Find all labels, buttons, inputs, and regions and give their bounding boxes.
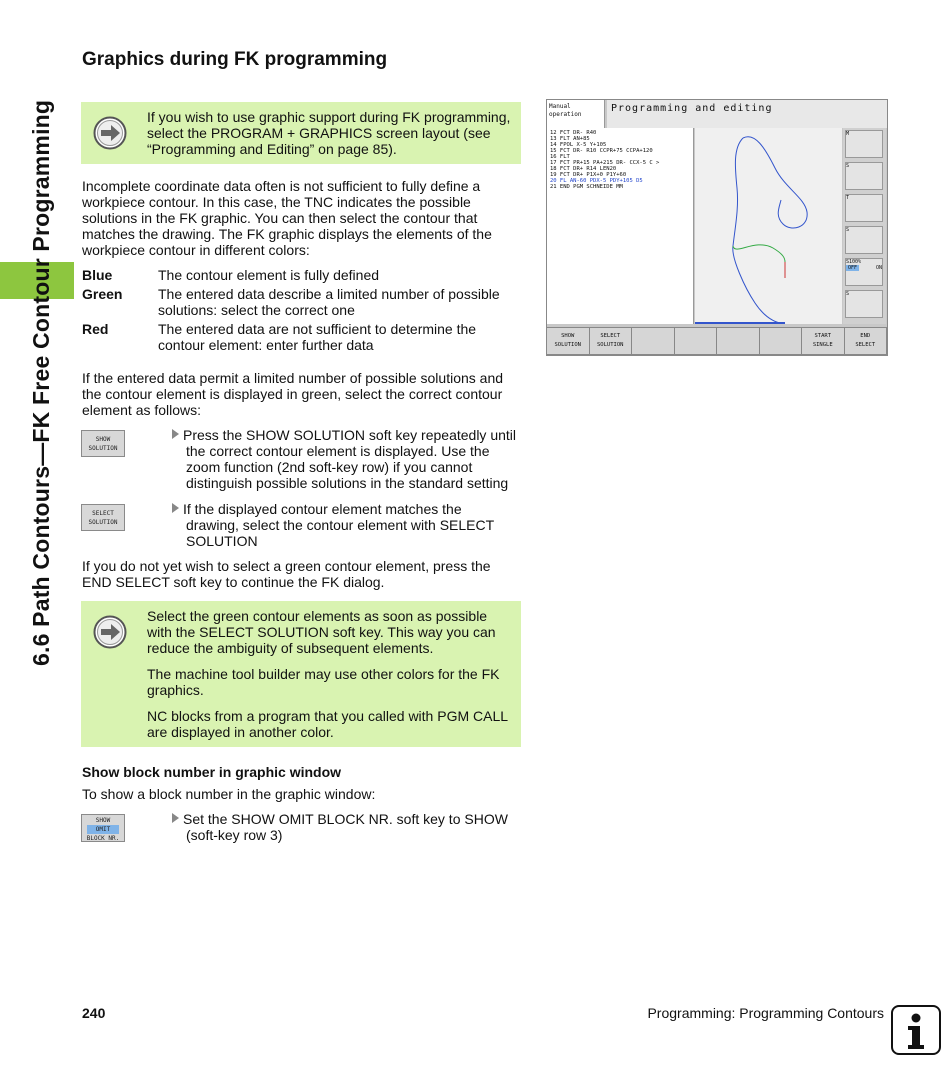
note-box-green-elements xyxy=(81,601,521,747)
color-term-red: Red xyxy=(82,321,109,337)
program-line: 21 END PGM SCHNEIDE MM xyxy=(550,184,623,190)
softkey-label: START xyxy=(814,333,832,339)
step-text-first: If the displayed contour element matches the xyxy=(183,501,462,517)
step-text-rest: the correct contour element is displayed. Use the zoom function (2nd soft-key row) if you cannot distinguish possible solutions in the standard setting xyxy=(186,443,509,491)
program-line: 12 FCT DR- R40 xyxy=(550,130,597,136)
side-key-label: S xyxy=(846,163,850,169)
side-key-label: S xyxy=(846,291,850,297)
arrow-right-circle-icon xyxy=(93,116,127,150)
program-line: 14 FPOL X-5 Y+105 xyxy=(550,142,607,148)
show-solution-softkey[interactable] xyxy=(81,430,125,457)
select-solution-softkey[interactable] xyxy=(81,504,125,531)
spindle-minus-key[interactable] xyxy=(845,290,883,318)
side-key-label: S xyxy=(846,227,850,233)
step-text-first: Set the SHOW OMIT BLOCK NR. soft key to SHOW xyxy=(183,811,508,827)
chapter-side-title: 6.6 Path Contours—FK Free Contour Programming xyxy=(28,99,54,666)
note-text-1: Select the green contour elements as soon as possible with the SELECT SOLUTION soft key. This way you can reduce the ambiguity of subsequent elements. xyxy=(147,608,496,656)
softkey-label: SELECT xyxy=(92,510,114,517)
side-key-label: T xyxy=(846,195,850,201)
solutions-paragraph: If the entered data permit a limited number of possible solutions and the contour element is displayed in green, select the correct contour element as follows: xyxy=(82,370,504,418)
color-term-green: Green xyxy=(82,286,123,302)
show-omit-block-nr-softkey[interactable] xyxy=(81,814,125,842)
toggle-on-label: ON xyxy=(875,265,882,271)
tnc-screenshot xyxy=(546,99,888,356)
softkey-label: SOLUTION xyxy=(88,445,118,452)
arrow-right-circle-icon xyxy=(93,615,127,649)
operating-mode-label xyxy=(547,100,605,128)
softkey-label: SELECT xyxy=(855,342,876,348)
program-line: 13 FLT AN+85 xyxy=(550,136,590,142)
section-subheading: Show block number in graphic window xyxy=(82,764,342,780)
machine-function-key[interactable] xyxy=(845,130,883,158)
step-text-rest: drawing, select the contour element with SELECT SOLUTION xyxy=(186,517,494,549)
softkey-label: SHOW xyxy=(561,333,575,339)
page-number: 240 xyxy=(82,1005,106,1021)
softkey-label: SOLUTION xyxy=(88,519,118,526)
bullet-triangle-icon xyxy=(172,813,179,823)
end-select-paragraph: If you do not yet wish to select a green contour element, press the END SELECT soft key to continue the FK dialog. xyxy=(82,558,491,590)
side-key-label: S100% xyxy=(846,259,862,265)
softkey-label: SINGLE xyxy=(812,342,833,348)
softkey-select-solution[interactable] xyxy=(589,327,633,355)
softkey-start-single[interactable] xyxy=(801,327,845,355)
softkey-label: SHOW xyxy=(95,817,111,824)
softkey-label: SOLUTION xyxy=(554,342,581,348)
page-heading: Graphics during FK programming xyxy=(82,49,388,70)
step-show-block-nr xyxy=(172,811,524,843)
bullet-triangle-icon xyxy=(172,429,179,439)
color-desc-blue: The contour element is fully defined xyxy=(158,267,380,283)
program-line: 16 FLT xyxy=(550,154,570,160)
spindle-override-key[interactable] xyxy=(845,258,883,286)
info-glyph-icon xyxy=(893,1007,939,1053)
program-line-active: 20 FL AN-60 PDX-5 PDY+105 D5 xyxy=(550,178,643,184)
note-box-graphics-support xyxy=(81,102,521,164)
softkey-label: BLOCK NR. xyxy=(86,835,120,842)
spindle-key[interactable] xyxy=(845,162,883,190)
program-line: 17 FCT PR+15 PA+215 DR- CCX-5 C > xyxy=(550,160,660,166)
toggle-off-label: OFF xyxy=(848,265,858,271)
softkey-empty[interactable] xyxy=(674,327,718,355)
tool-key[interactable] xyxy=(845,194,883,222)
screen-title: Programming and editing xyxy=(607,100,887,128)
color-desc-green: The entered data describe a limited number of possible solutions: select the correct one xyxy=(158,286,500,318)
step-select-solution xyxy=(172,501,524,549)
spindle-plus-key[interactable] xyxy=(845,226,883,254)
color-term-blue: Blue xyxy=(82,267,113,283)
softkey-label: END xyxy=(860,333,871,339)
step-text-first: Press the SHOW SOLUTION soft key repeatedly until xyxy=(183,427,517,443)
horizontal-softkey-row xyxy=(547,327,887,355)
softkey-show-solution[interactable] xyxy=(546,327,590,355)
color-desc-red: The entered data are not sufficient to determine the contour element: enter further data xyxy=(158,321,477,353)
step-show-solution xyxy=(172,427,524,491)
footer-section-title: Programming: Programming Contours xyxy=(647,1005,884,1021)
note-text-3: NC blocks from a program that you called with PGM CALL are displayed in another color. xyxy=(147,708,508,740)
softkey-label: SHOW xyxy=(95,436,111,443)
program-line: 19 FCT DR+ P1X+0 P1Y+60 xyxy=(550,172,627,178)
note-text-2: The machine tool builder may use other colors for the FK graphics. xyxy=(147,666,500,698)
softkey-label: SOLUTION xyxy=(597,342,624,348)
softkey-empty[interactable] xyxy=(716,327,760,355)
side-key-label: M xyxy=(846,131,850,137)
mode-label-line: operation xyxy=(549,111,582,118)
intro-paragraph: Incomplete coordinate data often is not sufficient to fully define a workpiece contour. In this case, the TNC indicates the possible solutions in the FK graphic. You can then select the contour that matches the drawing. The FK graphic displays the elements of the workpiece contour in different colors: xyxy=(82,178,492,258)
softkey-label-highlighted: OMIT xyxy=(87,825,119,834)
step-text-rest: (soft-key row 3) xyxy=(186,827,283,843)
softkey-end-select[interactable] xyxy=(844,327,888,355)
softkey-empty[interactable] xyxy=(759,327,803,355)
softkey-empty[interactable] xyxy=(631,327,675,355)
program-line: 15 FCT DR- R10 CCPR+75 CCPA+120 xyxy=(550,148,653,154)
bullet-triangle-icon xyxy=(172,503,179,513)
softkey-label: SELECT xyxy=(600,333,621,339)
program-listing xyxy=(547,128,694,324)
mode-label-line: Manual xyxy=(549,103,571,110)
block-number-paragraph: To show a block number in the graphic window: xyxy=(82,786,376,802)
program-line: 18 FCT DR+ R14 LEN20 xyxy=(550,166,617,172)
vertical-softkey-bar xyxy=(843,128,886,324)
info-icon xyxy=(891,1005,941,1055)
fk-contour-graphic xyxy=(695,128,842,324)
note-text: If you wish to use graphic support during FK programming, select the PROGRAM + GRAPHICS screen layout (see “Programming and Editing” on page 85). xyxy=(147,109,511,157)
